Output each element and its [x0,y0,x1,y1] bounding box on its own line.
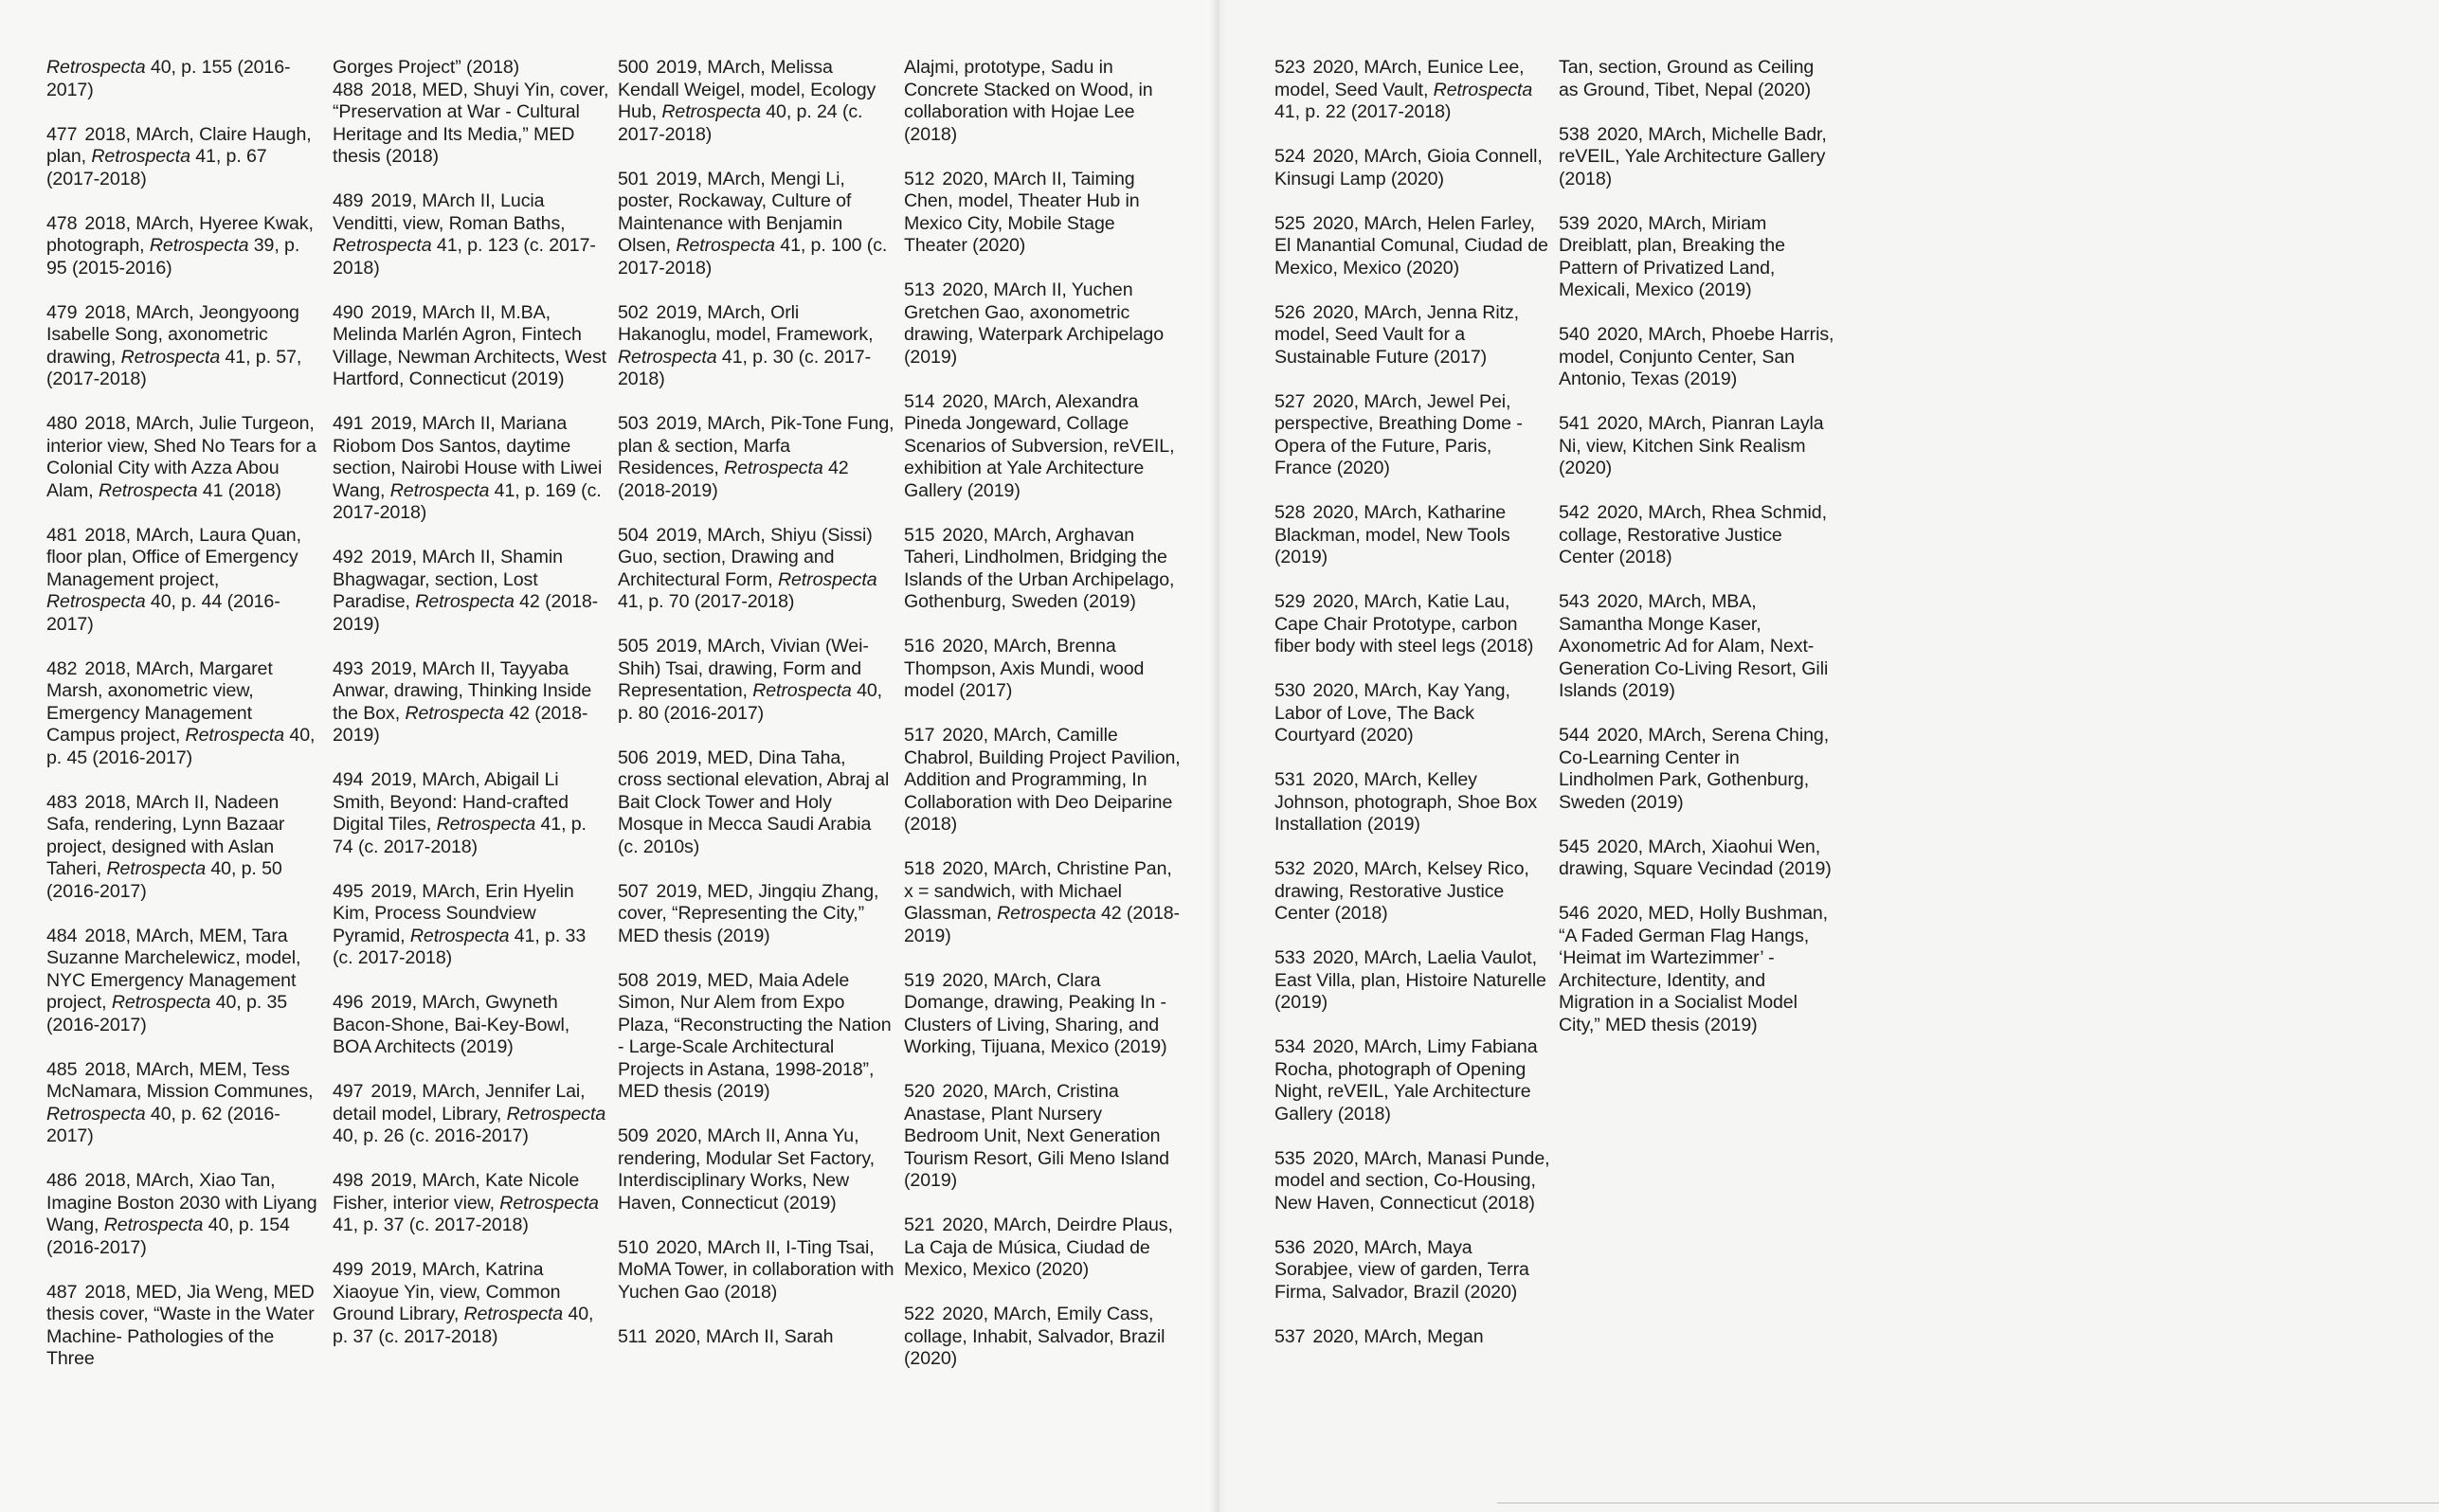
entry-number: 530 [1274,680,1306,701]
entry-text: 2020, MArch, Manasi Punde, model and section, Co-Housing, New Haven, Connecticut (2018) [1274,1147,1550,1214]
entry-number: 537 [1274,1325,1306,1347]
publication-title: Retrospecta [98,479,198,501]
entry-text: 2020, MArch, Kay Yang, Labor of Love, The Back Courtyard (2020) [1274,680,1510,746]
entry-text: 2018, MED, Shuyi Yin, cover, “Preservation at War - Cultural Heritage and Its Media,” MED thesis (2018) [333,79,609,167]
credit-entry [1274,1237,1551,1305]
entry-text: 2018, MArch, Xiao Tan, Imagine Boston 2030 with Liyang Wang, [46,1170,317,1235]
left-page [0,0,1218,1512]
entry-number: 496 [333,992,364,1013]
entry-text: 2020, MArch, Gioia Connell, Kinsugi Lamp (2020) [1274,146,1543,189]
entry-text: 2019, MED, Maia Adele Simon, Nur Alem from Expo Plaza, “Reconstructing the Nation - Large-Scale Architectural Projects in Astana, 1998-2018”, MED thesis (2019) [618,969,892,1102]
entry-number: 534 [1274,1036,1306,1057]
entry-text: 2019, MArch, Orli Hakanoglu, model, Framework, [618,301,874,345]
credit-entry [333,413,609,525]
entry-text: 2020, MArch, Jewel Pei, perspective, Breathing Dome - Opera of the Future, Paris, France (2020) [1274,390,1523,478]
credit-entry [333,80,609,169]
entry-text: 2019, MArch II, Lucia Venditti, view, Roman Baths, [333,190,566,234]
entry-text: 2018, MArch II, Nadeen Safa, rendering, Lynn Bazaar project, designed with Aslan Taheri, [46,791,285,879]
entry-number: 510 [618,1236,649,1258]
credit-entry [618,1237,894,1305]
entry-text: 40, p. 80 (2016-2017) [618,680,883,724]
right-page [1218,0,2439,1512]
publication-title: Retrospecta [46,591,146,612]
credit-entry [333,190,609,279]
entry-text: 2020, MArch, Brenna Thompson, Axis Mundi, wood model (2017) [904,636,1145,701]
publication-title: Retrospecta [91,146,190,167]
credit-entry [1274,1326,1551,1349]
credit-entry [46,1170,323,1259]
entry-text: 2019, MED, Jingqiu Zhang, cover, “Representing the City,” MED thesis (2019) [618,880,879,946]
entry-text: 2020, MArch, Xiaohui Wen, drawing, Square Vecindad (2019) [1559,836,1832,879]
credit-entry [618,525,894,614]
publication-title: Retrospecta [997,903,1096,924]
credit-entry [1559,837,1835,881]
entry-text: 2019, MArch, Shiyu (Sissi) Guo, section, Drawing and Architectural Form, [618,524,873,590]
credit-entry [1274,1036,1551,1125]
entry-number: 535 [1274,1147,1306,1169]
entry-text: 2019, MArch, Melissa Kendall Weigel, model, Ecology Hub, [618,57,876,122]
credit-entry [1274,146,1551,190]
entry-text: 2019, MArch II, Tayyaba Anwar, drawing, Thinking Inside the Box, [333,657,592,724]
credit-entry [333,302,609,391]
credit-entry [618,1125,894,1215]
credit-entry [904,279,1181,369]
entry-number: 527 [1274,390,1306,412]
entry-text: 41, p. 74 (c. 2017-2018) [333,814,587,857]
credit-entry [1274,769,1551,837]
column-3 [618,57,894,1371]
entry-text: 2020, MArch, Jenna Ritz, model, Seed Vault for a Sustainable Future (2017) [1274,301,1519,368]
credit-entry [1274,680,1551,747]
entry-text: 2020, MArch II, Sarah [654,1325,834,1347]
entry-text: 2020, MArch, Cristina Anastase, Plant Nursery Bedroom Unit, Next Generation Tourism Resort, Gili Meno Island (2019) [904,1081,1169,1191]
entry-number: 529 [1274,591,1306,612]
entry-number: 518 [904,858,935,879]
entry-number: 477 [46,123,78,145]
entry-number: 497 [333,1081,364,1102]
entry-number: 511 [618,1325,647,1347]
publication-title: Retrospecta [120,346,221,368]
publication-title: Retrospecta [463,1304,564,1324]
credit-entry [46,124,323,191]
entry-number: 494 [333,769,364,790]
column-5 [1274,57,1551,1371]
entry-number: 481 [46,524,78,546]
publication-title: Retrospecta [149,235,249,256]
entry-number: 520 [904,1081,935,1102]
entry-text: 40, p. 24 (c. 2017-2018) [618,101,863,145]
credit-entry [46,525,323,637]
entry-text: 40, p. 35 (2016-2017) [46,992,288,1035]
entry-text: 2020, MArch, Laelia Vaulot, East Villa, plan, Histoire Naturelle (2019) [1274,947,1546,1013]
entry-text: Tan, section, Ground as Ceiling as Ground, Tibet, Nepal (2020) [1559,57,1815,100]
entry-text: 2019, MArch, Mengi Li, poster, Rockaway, Culture of Maintenance with Benjamin Olsen, [618,168,852,256]
credit-entry [1274,1148,1551,1215]
credit-entry [904,391,1181,503]
credit-entry [618,1326,894,1349]
entry-number: 506 [618,747,649,768]
entry-number: 533 [1274,947,1306,968]
publication-title: Retrospecta [103,1215,204,1235]
credit-entry [618,881,894,948]
entry-text: 41 (2018) [197,479,281,501]
credit-entry [904,725,1181,837]
entry-number: 526 [1274,301,1306,323]
entry-text: 2019, MArch, Pik-Tone Fung, plan & section, Marfa Residences, [618,413,894,478]
entry-text: 2020, MArch, Deirdre Plaus, La Caja de Música, Ciudad de Mexico, Mexico (2020) [904,1215,1173,1280]
entry-number: 502 [618,301,649,323]
entry-text: 2018, MArch, Julie Turgeon, interior view, Shed No Tears for a Colonial City with Azza Abou Alam, [46,413,316,501]
credit-entry [1559,591,1835,703]
publication-title: Retrospecta [46,57,146,78]
entry-text: 2020, MArch, Christine Pan, x = sandwich, with Michael Glassman, [904,858,1172,924]
credit-entry [1559,725,1835,814]
entry-text: 2020, MArch, Clara Domange, drawing, Peaking In - Clusters of Living, Sharing, and Working, Tijuana, Mexico (2019) [904,969,1167,1057]
entry-number: 483 [46,791,78,813]
credit-entry [1274,391,1551,480]
credit-entry [333,57,609,80]
entry-number: 492 [333,547,364,567]
publication-title: Retrospecta [752,680,852,701]
entry-number: 523 [1274,57,1306,78]
credit-entry [46,213,323,280]
entry-text: 2020, MArch, Camille Chabrol, Building Project Pavilion, Addition and Programming, In Collaboration with Deo Deiparine (2018) [904,725,1181,835]
entry-number: 508 [618,969,649,991]
credit-entry [1559,213,1835,302]
column-1 [46,57,323,1393]
entry-text: 2018, MED, Jia Weng, MED thesis cover, “Waste in the Water Machine- Pathologies of the Three [46,1281,315,1369]
entry-number: 488 [333,79,364,100]
entry-text: 41, p. 169 (c. 2017-2018) [333,479,602,523]
credit-entry [1559,324,1835,391]
credit-entry [1274,57,1551,124]
entry-text: 2020, MArch II, I-Ting Tsai, MoMA Tower, in collaboration with Yuchen Gao (2018) [618,1236,894,1303]
entry-number: 479 [46,301,78,323]
entry-text: 40, p. 37 (c. 2017-2018) [333,1304,594,1347]
entry-number: 504 [618,524,649,546]
entry-text: 42 (2018-2019) [904,903,1180,946]
entry-number: 532 [1274,858,1306,879]
entry-number: 482 [46,657,78,679]
credit-entry [333,881,609,970]
entry-text: 41, p. 33 (c. 2017-2018) [333,925,587,968]
entry-text: 41, p. 37 (c. 2017-2018) [333,1215,529,1235]
entry-number: 515 [904,524,935,546]
credit-entry [1559,57,1835,101]
publication-title: Retrospecta [106,858,206,879]
entry-number: 485 [46,1058,78,1080]
entry-number: 513 [904,279,935,300]
entry-text: 40, p. 62 (2016-2017) [46,1103,280,1146]
publication-title: Retrospecta [676,235,775,256]
entry-number: 544 [1559,725,1590,746]
publication-title: Retrospecta [506,1103,606,1125]
entry-text: 2020, MArch, Phoebe Harris, model, Conjunto Center, San Antonio, Texas (2019) [1559,324,1834,389]
publication-title: Retrospecta [415,591,515,612]
credit-entry [1274,502,1551,569]
credit-entry [1274,858,1551,926]
entry-text: 2019, MArch, Vivian (Wei-Shih) Tsai, drawing, Form and Representation, [618,636,869,701]
publication-title: Retrospecta [409,925,510,946]
entry-number: 505 [618,636,649,657]
entry-number: 542 [1559,502,1590,523]
credit-entry [333,658,609,747]
entry-text: 2018, MArch, MEM, Tess McNamara, Mission Communes, [46,1058,314,1102]
entry-text: 2020, MArch, Megan [1312,1325,1484,1347]
entry-text: 2020, MArch, Kelley Johnson, photograph, Shoe Box Installation (2019) [1274,769,1538,835]
entry-number: 498 [333,1170,364,1191]
entry-number: 499 [333,1259,364,1280]
credit-entry [1274,947,1551,1015]
entry-text: 2019, MArch, Erin Hyelin Kim, Process Soundview Pyramid, [333,880,574,946]
entry-number: 501 [618,168,649,189]
entry-text: 39, p. 95 (2015-2016) [46,235,300,279]
entry-text: 2018, MArch, Hyeree Kwak, photograph, [46,212,314,256]
entry-text: 2020, MArch, Helen Farley, El Manantial Comunal, Ciudad de Mexico, Mexico (2020) [1274,212,1548,279]
entry-text: 42 (2018-2019) [618,458,849,501]
entry-number: 495 [333,880,364,902]
entry-text: 2018, MArch, Claire Haugh, plan, [46,123,312,167]
entry-number: 500 [618,57,649,78]
credit-entry [1274,213,1551,280]
credit-entry [46,1282,323,1371]
entry-text: 41, p. 70 (2017-2018) [618,591,795,612]
credit-entry [904,1215,1181,1282]
entry-text: 2020, MArch, Maya Sorabjee, view of garden, Terra Firma, Salvador, Brazil (2020) [1274,1236,1529,1303]
entry-number: 521 [904,1215,935,1235]
column-2 [333,57,609,1371]
entry-text: 40, p. 45 (2016-2017) [46,725,316,768]
entry-number: 536 [1274,1236,1306,1258]
entry-text: 40, p. 155 (2016-2017) [46,57,291,100]
entry-text: 41, p. 30 (c. 2017-2018) [618,346,872,389]
entry-number: 519 [904,969,935,991]
entry-text: 2020, MArch, Serena Ching, Co-Learning Center in Lindholmen Park, Gothenburg, Sweden (2019) [1559,725,1830,813]
column-6 [1559,57,1835,1059]
entry-number: 540 [1559,324,1590,345]
credit-entry [46,792,323,904]
credit-entry [618,970,894,1104]
entry-text: 40, p. 44 (2016-2017) [46,591,280,635]
entry-number: 543 [1559,591,1590,612]
entry-text: 2020, MArch, MBA, Samantha Monge Kaser, Axonometric Ad for Alam, Next-Generation Co-Living Resort, Gili Islands (2019) [1559,591,1829,701]
entry-text: 42 (2018-2019) [333,591,599,635]
entry-text: 2020, MArch, Alexandra Pineda Jongeward, Collage Scenarios of Subversion, reVEIL, exhibition at Yale Architecture Gallery (2019) [904,390,1175,501]
publication-title: Retrospecta [499,1192,599,1214]
publication-title: Retrospecta [389,479,490,501]
entry-text: 2020, MArch, Rhea Schmid, collage, Restorative Justice Center (2018) [1559,502,1827,567]
entry-number: 480 [46,413,78,434]
credit-entry [1559,502,1835,569]
book-gutter [1209,0,1226,1512]
column-4 [904,57,1181,1393]
entry-number: 486 [46,1170,78,1191]
entry-text: 2019, MArch, Gwyneth Bacon-Shone, Bai-Key-Bowl, BOA Architects (2019) [333,992,570,1057]
entry-number: 517 [904,725,935,746]
entry-number: 522 [904,1304,935,1324]
publication-title: Retrospecta [1433,79,1533,100]
entry-text: 2019, MArch, Katrina Xiaoyue Yin, view, Common Ground Library, [333,1259,561,1324]
credit-entry [904,169,1181,258]
entry-number: 487 [46,1281,78,1303]
entry-number: 484 [46,925,78,946]
publication-title: Retrospecta [436,814,536,835]
credit-entry [1274,591,1551,658]
entry-number: 516 [904,636,935,657]
entry-text: 2018, MArch, MEM, Tara Suzanne Marchelewicz, model, NYC Emergency Management project, [46,925,301,1013]
credit-entry [46,302,323,391]
entry-text: 2020, MArch, Pianran Layla Ni, view, Kitchen Sink Realism (2020) [1559,413,1824,478]
entry-text: 2019, MArch, Kate Nicole Fisher, interior view, [333,1170,580,1214]
entry-number: 478 [46,212,78,234]
publication-title: Retrospecta [777,568,877,590]
entry-text: 2020, MED, Holly Bushman, “A Faded German Flag Hangs, ‘Heimat im Wartezimmer’ - Architecture, Identity, and Migration in a Socialist Model City,” MED thesis (2019) [1559,903,1829,1035]
publication-title: Retrospecta [185,725,285,746]
entry-text: 2020, MArch, Michelle Badr, reVEIL, Yale Architecture Gallery (2018) [1559,123,1827,189]
publication-title: Retrospecta [618,346,717,368]
entry-number: 546 [1559,903,1590,924]
entry-text: 2020, MArch II, Anna Yu, rendering, Modular Set Factory, Interdisciplinary Works, New Haven, Connecticut (2019) [618,1125,875,1214]
entry-text: 41, p. 100 (c. 2017-2018) [618,235,888,279]
credit-entry [333,1081,609,1148]
credit-entry [333,769,609,858]
entry-text: 2020, MArch, Limy Fabiana Rocha, photograph of Opening Night, reVEIL, Yale Architecture Gallery (2018) [1274,1036,1538,1125]
publication-title: Retrospecta [333,235,432,256]
entry-number: 528 [1274,502,1306,523]
credit-entry [904,525,1181,614]
credit-entry [333,1170,609,1237]
entry-text: 2020, MArch, Arghavan Taheri, Lindholmen, Bridging the Islands of the Urban Archipelago, Gothenburg, Sweden (2019) [904,524,1175,612]
entry-text: 40, p. 26 (c. 2016-2017) [333,1125,529,1146]
entry-text: 41, p. 22 (2017-2018) [1274,101,1452,122]
entry-number: 490 [333,301,364,323]
credit-entry [46,413,323,502]
entry-number: 512 [904,168,935,189]
entry-number: 524 [1274,146,1306,167]
entry-text: 2020, MArch II, Taiming Chen, model, Theater Hub in Mexico City, Mobile Stage Theater (2020) [904,168,1140,256]
entry-text: 42 (2018-2019) [333,702,588,746]
entry-number: 545 [1559,836,1590,857]
entry-number: 525 [1274,212,1306,234]
entry-text: 2020, MArch, Miriam Dreiblatt, plan, Breaking the Pattern of Privatized Land, Mexicali, Mexico (2019) [1559,212,1785,300]
credit-entry [1559,413,1835,480]
entry-text: 2020, MArch II, Yuchen Gretchen Gao, axonometric drawing, Waterpark Archipelago (2019) [904,279,1164,368]
entry-number: 538 [1559,123,1590,145]
entry-text: 2019, MArch II, Mariana Riobom Dos Santos, daytime section, Nairobi House with Liwei Wang, [333,413,603,501]
publication-title: Retrospecta [111,992,211,1013]
credit-entry [1274,302,1551,369]
entry-text: 41, p. 123 (c. 2017-2018) [333,235,596,279]
entry-number: 539 [1559,212,1590,234]
entry-text: 2018, MArch, Laura Quan, floor plan, Office of Emergency Management project, [46,524,301,590]
entry-number: 509 [618,1125,649,1146]
credit-entry [618,169,894,280]
entry-text: 2018, MArch, Jeongyoong Isabelle Song, axonometric drawing, [46,301,299,368]
credit-entry [46,926,323,1037]
credit-entry [618,747,894,859]
entry-text: Gorges Project” (2018) [333,57,520,78]
credit-entry [1559,903,1835,1036]
entry-text: 2019, MArch, Jennifer Lai, detail model, Library, [333,1081,586,1125]
credit-entry [904,1081,1181,1193]
entry-number: 514 [904,390,935,412]
entry-text: 41, p. 57, (2017-2018) [46,346,302,389]
entry-text: 2018, MArch, Margaret Marsh, axonometric view, Emergency Management Campus project, [46,657,273,746]
entry-text: 2019, MArch II, Shamin Bhagwagar, section, Lost Paradise, [333,547,563,612]
entry-text: 2020, MArch, Katharine Blackman, model, New Tools (2019) [1274,502,1510,567]
credit-entry [904,970,1181,1059]
credit-entry [1559,124,1835,191]
entry-number: 489 [333,190,364,211]
entry-text: 2020, MArch, Emily Cass, collage, Inhabit, Salvador, Brazil (2020) [904,1304,1165,1369]
credit-entry [618,57,894,146]
entry-text: 2019, MED, Dina Taha, cross sectional elevation, Abraj al Bait Clock Tower and Holy Mosque in Mecca Saudi Arabia (c. 2010s) [618,747,890,857]
entry-number: 491 [333,413,364,434]
publication-title: Retrospecta [405,702,504,724]
credit-entry [904,57,1181,146]
credit-entry [904,636,1181,703]
entry-text: 2019, MArch II, M.BA, Melinda Marlén Agron, Fintech Village, Newman Architects, West Hartford, Connecticut (2019) [333,301,607,389]
credit-entry [904,1304,1181,1371]
entry-text: 40, p. 154 (2016-2017) [46,1215,290,1258]
entry-text: 2020, MArch, Eunice Lee, model, Seed Vault, [1274,57,1525,100]
entry-number: 541 [1559,413,1590,434]
publication-title: Retrospecta [46,1103,146,1125]
credit-entry [46,658,323,770]
entry-text: 40, p. 50 (2016-2017) [46,858,282,902]
credit-entry [46,57,323,101]
publication-title: Retrospecta [661,101,761,122]
entry-text: 2019, MArch, Abigail Li Smith, Beyond: Hand-crafted Digital Tiles, [333,769,569,835]
entry-text: 2020, MArch, Kelsey Rico, drawing, Restorative Justice Center (2018) [1274,858,1529,924]
credit-entry [333,547,609,636]
credit-entry [333,992,609,1059]
entry-number: 493 [333,657,364,679]
credit-entry [618,302,894,391]
entry-text: 2020, MArch, Katie Lau, Cape Chair Prototype, carbon fiber body with steel legs (2018) [1274,591,1534,657]
credit-entry [618,636,894,725]
entry-number: 503 [618,413,649,434]
entry-number: 531 [1274,769,1306,790]
credit-entry [333,1259,609,1348]
publication-title: Retrospecta [724,458,823,478]
credit-entry [904,858,1181,947]
entry-number: 507 [618,880,649,902]
entry-text: Alajmi, prototype, Sadu in Concrete Stacked on Wood, in collaboration with Hojae Lee (2018) [904,57,1153,145]
entry-text: 41, p. 67 (2017-2018) [46,146,267,189]
credit-entry [618,413,894,502]
credit-entry [46,1059,323,1148]
